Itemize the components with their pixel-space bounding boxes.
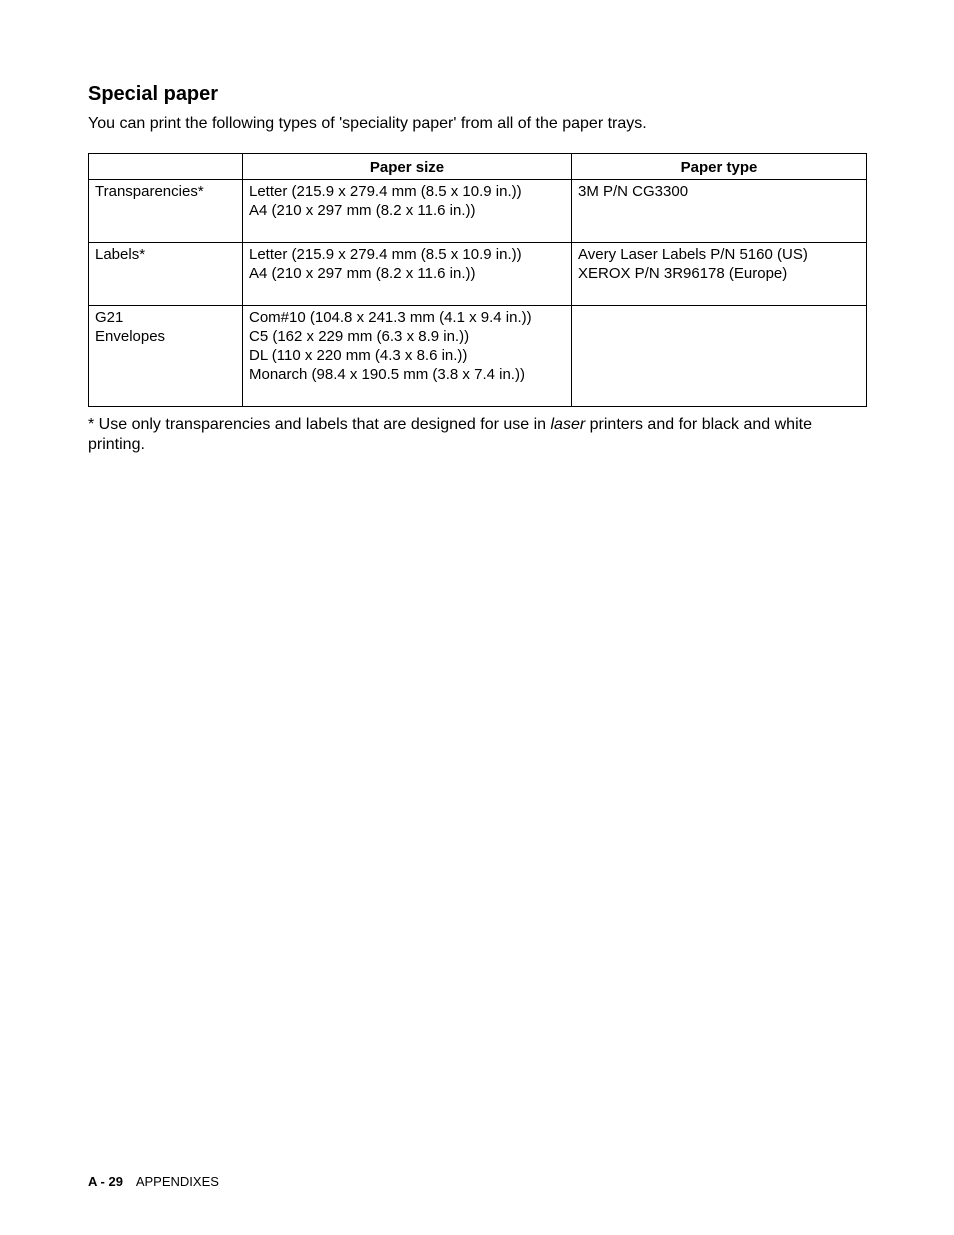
table-row [89,243,867,306]
table-row [89,306,867,407]
paper-size-cell [243,180,572,243]
header-paper-type: Paper type [572,154,867,180]
page-title: Special paper [88,83,219,105]
section-name: APPENDIXES [135,1174,219,1189]
paper-size-line: A4 (210 x 297 mm (8.2 x 11.6 in.)) [249,202,476,219]
row-label [89,306,243,407]
paper-size-line: Com#10 (104.8 x 241.3 mm (4.1 x 9.4 in.)) [249,309,532,326]
paper-type-line: XEROX P/N 3R96178 (Europe) [578,265,788,282]
table-row [89,180,867,243]
row-label-line: Transparencies* [95,183,204,200]
paper-size-line: C5 (162 x 229 mm (6.3 x 8.9 in.)) [249,328,470,345]
page-number: A - 29 [88,1174,123,1189]
header-paper-size: Paper size [243,154,572,180]
paper-type-cell [572,243,867,306]
footnote-text-end: printers and for black and white printing. [88,416,812,453]
header-blank [89,154,243,180]
intro-text: You can print the following types of 'speciality paper' from all of the paper trays. [88,115,647,132]
paper-size-cell [243,306,572,407]
footnote [88,415,868,455]
paper-size-line: Letter (215.9 x 279.4 mm (8.5 x 10.9 in.)) [249,246,522,263]
paper-size-line: DL (110 x 220 mm (4.3 x 8.6 in.)) [249,347,468,364]
footnote-emphasis: laser [550,416,586,433]
table-header-row [89,154,867,180]
paper-size-line: Monarch (98.4 x 190.5 mm (3.8 x 7.4 in.)) [249,366,525,383]
paper-type-line: 3M P/N CG3300 [578,183,689,200]
paper-size-line: Letter (215.9 x 279.4 mm (8.5 x 10.9 in.)) [249,183,522,200]
row-label-line: G21 [95,309,124,326]
paper-type-cell [572,180,867,243]
paper-type-line: Avery Laser Labels P/N 5160 (US) [578,246,808,263]
row-label-line: Envelopes [95,328,166,345]
paper-type-cell [572,306,867,407]
page-footer [88,1174,219,1190]
row-label [89,243,243,306]
footnote-text: * Use only transparencies and labels that are designed for use in [88,416,551,433]
paper-size-cell [243,243,572,306]
special-paper-table [88,153,867,407]
row-label-line: Labels* [95,246,146,263]
paper-size-line: A4 (210 x 297 mm (8.2 x 11.6 in.)) [249,265,476,282]
row-label [89,180,243,243]
